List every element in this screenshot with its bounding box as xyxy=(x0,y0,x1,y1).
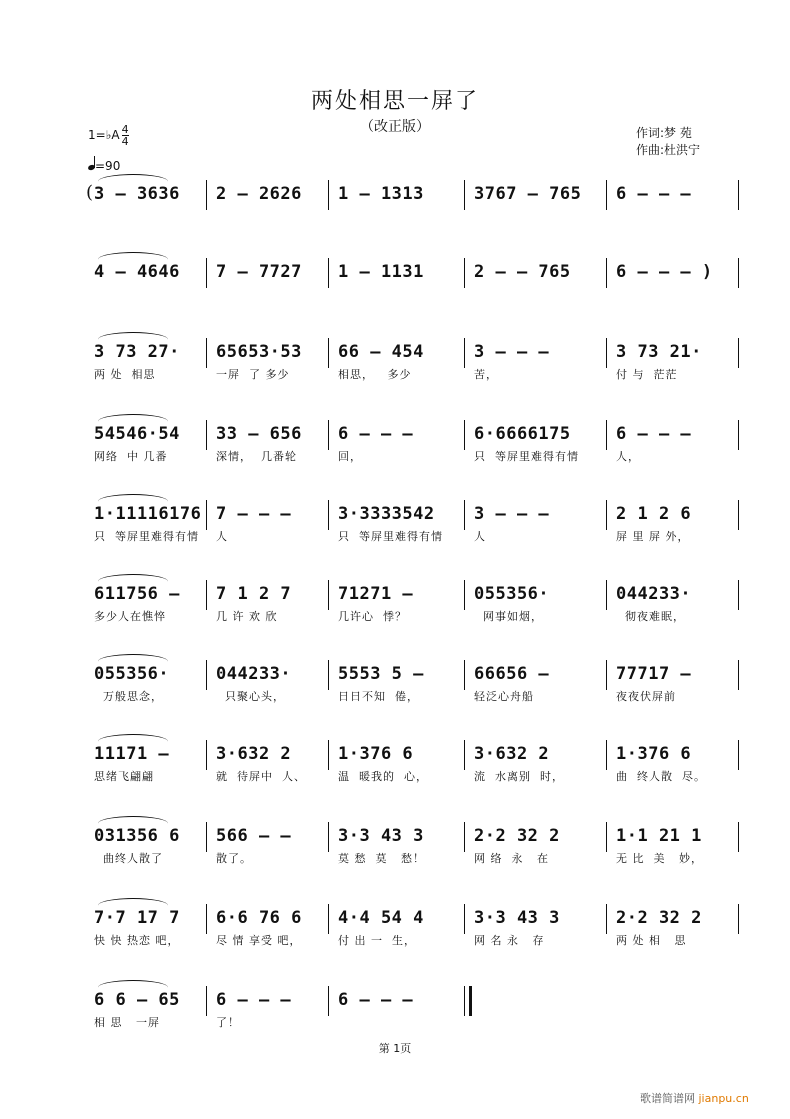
measure-lyrics: 人 xyxy=(474,530,486,543)
measure-notes: 65653·53 xyxy=(216,342,302,362)
measure-notes: 4·4 54 4 xyxy=(338,908,424,928)
barline xyxy=(206,180,207,210)
barline xyxy=(738,258,739,288)
measure-lyrics: 网事如烟， xyxy=(474,610,543,623)
barline xyxy=(206,258,207,288)
measure-notes: 1·376 6 xyxy=(338,744,414,764)
measure-lyrics: 快 快 热恋 吧， xyxy=(94,934,180,947)
barline xyxy=(328,580,329,610)
watermark-url: jianpu.cn xyxy=(698,1092,749,1105)
measure xyxy=(332,504,464,566)
measure xyxy=(468,342,606,404)
barline xyxy=(738,420,739,450)
barline xyxy=(328,258,329,288)
tempo-value: =90 xyxy=(95,159,121,173)
tempo-marking xyxy=(88,156,120,173)
measure xyxy=(88,826,206,888)
measure xyxy=(610,342,742,404)
measure-lyrics: 两 处 相 思 xyxy=(616,934,687,947)
measure xyxy=(332,584,464,646)
measure-lyrics: 温 暖我的 心， xyxy=(338,770,428,783)
measure-lyrics: 深情， 几番轮 xyxy=(216,450,297,463)
measure xyxy=(610,664,742,726)
measure-notes: 6 – – – xyxy=(338,990,414,1010)
measure xyxy=(332,424,464,486)
measure-notes: 6·6 76 6 xyxy=(216,908,302,928)
measure xyxy=(332,744,464,806)
measure-notes: 055356· xyxy=(474,584,550,604)
measure xyxy=(468,262,606,324)
measure-notes: 3767 – 765 xyxy=(474,184,582,204)
measure xyxy=(468,424,606,486)
score-row xyxy=(88,584,742,646)
measure-notes: 611756 – xyxy=(94,584,180,604)
measure-lyrics: 流 水离别 时， xyxy=(474,770,564,783)
measure xyxy=(88,744,206,806)
song-title: 两处相思一屏了 xyxy=(310,89,479,114)
measure-notes: 6 – – – ) xyxy=(616,262,713,282)
barline xyxy=(464,180,465,210)
lyricist-credit: 作词:梦 苑 xyxy=(636,126,692,140)
measure xyxy=(610,584,742,646)
measure-lyrics: 尽 情 享受 吧， xyxy=(216,934,302,947)
barline xyxy=(328,660,329,690)
composer-credit: 作曲:杜洪宁 xyxy=(636,143,701,157)
measure-lyrics: 几许心 悸？ xyxy=(338,610,407,623)
measure-notes: 044233· xyxy=(616,584,692,604)
slur-mark xyxy=(98,414,168,429)
measure-lyrics: 两 处 相思 xyxy=(94,368,156,381)
barline xyxy=(606,904,607,934)
slur-mark xyxy=(98,980,168,995)
measure-notes: 044233· xyxy=(216,664,292,684)
score-row xyxy=(88,184,742,246)
measure-lyrics: 网络 中 几番 xyxy=(94,450,168,463)
score-row xyxy=(88,342,742,404)
measure-notes: 66 – 454 xyxy=(338,342,424,362)
measure-lyrics: 日日不知 倦， xyxy=(338,690,419,703)
page-number: 第 1页 xyxy=(378,1042,412,1055)
measure xyxy=(610,826,742,888)
measure xyxy=(88,504,206,566)
barline xyxy=(464,822,465,852)
measure xyxy=(210,826,328,888)
measure xyxy=(610,908,742,970)
barline xyxy=(606,258,607,288)
barline xyxy=(606,740,607,770)
measure xyxy=(210,744,328,806)
score-row xyxy=(88,424,742,486)
measure-lyrics: 多少人在憔悴 xyxy=(94,610,166,623)
barline xyxy=(464,420,465,450)
barline xyxy=(206,740,207,770)
barline xyxy=(606,660,607,690)
measure-lyrics: 付 出 一 生， xyxy=(338,934,416,947)
barline xyxy=(738,180,739,210)
measure-lyrics: 就 待屏中 人、 xyxy=(216,770,306,783)
slur-mark xyxy=(98,574,168,589)
barline xyxy=(606,338,607,368)
slur-mark xyxy=(98,898,168,913)
barline xyxy=(206,580,207,610)
measure-notes: 7·7 17 7 xyxy=(94,908,180,928)
measure xyxy=(88,908,206,970)
measure xyxy=(88,262,206,324)
barline xyxy=(464,904,465,934)
measure-lyrics: 相思， 多少 xyxy=(338,368,412,381)
measure-notes: 055356· xyxy=(94,664,170,684)
measure xyxy=(610,504,742,566)
barline xyxy=(328,420,329,450)
measure-lyrics: 夜夜伏屏前 xyxy=(616,690,676,703)
measure xyxy=(610,184,742,246)
song-subtitle: （改正版） xyxy=(360,119,430,135)
measure-notes: 2 – – 765 xyxy=(474,262,571,282)
measure-notes: 54546·54 xyxy=(94,424,180,444)
barline xyxy=(328,986,329,1016)
barline xyxy=(738,904,739,934)
measure-notes: 6·6666175 xyxy=(474,424,571,444)
measure xyxy=(332,262,464,324)
measure-notes: 3 – – – xyxy=(474,342,550,362)
barline xyxy=(464,338,465,368)
barline xyxy=(328,904,329,934)
measure-notes: 1·1 21 1 xyxy=(616,826,702,846)
measure-notes: 2·2 32 2 xyxy=(474,826,560,846)
score-row xyxy=(88,664,742,726)
measure-lyrics: 人， xyxy=(616,450,640,463)
barline xyxy=(738,580,739,610)
measure-lyrics: 只 等屏里难得有情 xyxy=(474,450,579,463)
measure-notes: 5553 5 – xyxy=(338,664,424,684)
barline xyxy=(206,660,207,690)
measure-lyrics: 相 思 一屏 xyxy=(94,1016,160,1029)
flat-icon: ♭ xyxy=(105,128,112,142)
barline xyxy=(328,822,329,852)
measure-lyrics: 散了。 xyxy=(216,852,252,865)
score-row xyxy=(88,826,742,888)
measure-notes: 1·376 6 xyxy=(616,744,692,764)
barline xyxy=(606,180,607,210)
barline xyxy=(738,338,739,368)
barline xyxy=(738,500,739,530)
time-top: 4 xyxy=(121,123,129,136)
measure-notes: 6 – – – xyxy=(616,424,692,444)
barline xyxy=(606,500,607,530)
measure-notes: 566 – – xyxy=(216,826,292,846)
measure-notes: 1·11116176 xyxy=(94,504,202,524)
measure xyxy=(88,584,206,646)
barline xyxy=(464,660,465,690)
measure xyxy=(88,342,206,404)
measure-notes: 6 – – – xyxy=(216,990,292,1010)
measure-notes: 3·3333542 xyxy=(338,504,435,524)
barline xyxy=(738,660,739,690)
barline xyxy=(464,580,465,610)
barline xyxy=(738,740,739,770)
measure xyxy=(610,424,742,486)
barline xyxy=(606,580,607,610)
barline xyxy=(328,740,329,770)
measure-lyrics: 莫 愁 莫 愁！ xyxy=(338,852,425,865)
measure-notes: 3·3 43 3 xyxy=(474,908,560,928)
measure-notes: 3·632 2 xyxy=(474,744,550,764)
measure xyxy=(468,826,606,888)
measure-notes: 2·2 32 2 xyxy=(616,908,702,928)
measure-lyrics: 思绪飞翩翩 xyxy=(94,770,154,783)
measure-notes: 66656 – xyxy=(474,664,550,684)
score-row xyxy=(88,744,742,806)
slur-mark xyxy=(98,494,168,509)
measure-notes: 77717 – xyxy=(616,664,692,684)
key-prefix: 1= xyxy=(88,128,106,142)
measure xyxy=(468,664,606,726)
measure xyxy=(88,664,206,726)
slur-mark xyxy=(98,174,168,189)
measure-notes: 7 1 2 7 xyxy=(216,584,292,604)
measure-lyrics: 只聚心头， xyxy=(216,690,285,703)
barline xyxy=(328,180,329,210)
measure xyxy=(332,664,464,726)
measure-notes: 71271 – xyxy=(338,584,414,604)
slur-mark xyxy=(98,252,168,267)
measure xyxy=(468,584,606,646)
measure xyxy=(210,184,328,246)
barline xyxy=(606,420,607,450)
slur-mark xyxy=(98,654,168,669)
measure-lyrics: 网 络 永 在 xyxy=(474,852,549,865)
measure-lyrics: 万般思念， xyxy=(94,690,163,703)
measure xyxy=(210,424,328,486)
barline xyxy=(328,500,329,530)
measure-notes: 11171 – xyxy=(94,744,170,764)
barline xyxy=(606,822,607,852)
measure-lyrics: 一屏 了 多少 xyxy=(216,368,290,381)
barline xyxy=(206,500,207,530)
measure-lyrics: 回， xyxy=(338,450,362,463)
measure-lyrics: 了！ xyxy=(216,1016,240,1029)
measure xyxy=(468,184,606,246)
measure-notes: 7 – 7727 xyxy=(216,262,302,282)
measure xyxy=(468,908,606,970)
measure xyxy=(210,342,328,404)
barline xyxy=(328,338,329,368)
time-signature xyxy=(122,124,129,147)
measure-notes: 3 73 21· xyxy=(616,342,702,362)
measure-lyrics: 轻泛心舟船 xyxy=(474,690,534,703)
measure-notes: 3·3 43 3 xyxy=(338,826,424,846)
measure xyxy=(210,584,328,646)
measure xyxy=(468,744,606,806)
measure-notes: 4 – 4646 xyxy=(94,262,180,282)
key-signature xyxy=(88,124,129,147)
measure xyxy=(610,262,742,324)
measure-lyrics: 无 比 美 妙， xyxy=(616,852,703,865)
measure xyxy=(210,908,328,970)
measure-notes: 1 – 1313 xyxy=(338,184,424,204)
final-barline xyxy=(464,986,472,1016)
barline xyxy=(464,500,465,530)
measure-notes: 2 1 2 6 xyxy=(616,504,692,524)
measure-lyrics: 彻夜难眠， xyxy=(616,610,685,623)
measure-lyrics: 只 等屏里难得有情 xyxy=(94,530,199,543)
measure xyxy=(88,184,206,246)
slur-mark xyxy=(98,734,168,749)
barline xyxy=(464,740,465,770)
measure-lyrics: 曲 终人散 尽。 xyxy=(616,770,706,783)
slur-mark xyxy=(98,332,168,347)
measure-notes: 2 – 2626 xyxy=(216,184,302,204)
measure xyxy=(332,184,464,246)
watermark xyxy=(640,1090,749,1106)
measure-lyrics: 网 名 永 存 xyxy=(474,934,545,947)
measure-notes: 1 – 1131 xyxy=(338,262,424,282)
time-bottom: 4 xyxy=(121,135,129,148)
measure-notes: 031356 6 xyxy=(94,826,180,846)
credits xyxy=(636,125,700,159)
measure xyxy=(332,826,464,888)
score-row xyxy=(88,504,742,566)
measure-lyrics: 付 与 茫茫 xyxy=(616,368,678,381)
measure xyxy=(332,342,464,404)
measure-notes: 7 – – – xyxy=(216,504,292,524)
measure-notes: 3 73 27· xyxy=(94,342,180,362)
measure-notes: 6 6 – 65 xyxy=(94,990,180,1010)
measure xyxy=(88,424,206,486)
slur-mark xyxy=(98,816,168,831)
measure xyxy=(610,744,742,806)
measure-notes: 3 – 3636 xyxy=(94,184,180,204)
measure xyxy=(210,664,328,726)
score-row xyxy=(88,262,742,324)
measure-lyrics: 曲终人散了 xyxy=(94,852,163,865)
measure-lyrics: 屏 里 屏 外， xyxy=(616,530,690,543)
barline xyxy=(738,822,739,852)
barline xyxy=(206,822,207,852)
watermark-site: 歌谱简谱网 xyxy=(640,1092,695,1105)
barline xyxy=(206,338,207,368)
measure xyxy=(210,504,328,566)
measure-lyrics: 苦， xyxy=(474,368,498,381)
measure xyxy=(210,262,328,324)
barline xyxy=(206,904,207,934)
measure-lyrics: 只 等屏里难得有情 xyxy=(338,530,443,543)
measure xyxy=(332,908,464,970)
barline xyxy=(464,258,465,288)
measure-notes: 33 – 656 xyxy=(216,424,302,444)
key-note: A xyxy=(111,128,120,142)
measure-notes: 3 – – – xyxy=(474,504,550,524)
measure-notes: 6 – – – xyxy=(616,184,692,204)
barline xyxy=(206,420,207,450)
repeat-parenthesis: ( xyxy=(86,182,94,203)
measure-notes: 6 – – – xyxy=(338,424,414,444)
measure-lyrics: 人 xyxy=(216,530,228,543)
score-row xyxy=(88,908,742,970)
measure xyxy=(468,504,606,566)
measure-lyrics: 几 许 欢 欣 xyxy=(216,610,278,623)
measure-notes: 3·632 2 xyxy=(216,744,292,764)
barline xyxy=(206,986,207,1016)
